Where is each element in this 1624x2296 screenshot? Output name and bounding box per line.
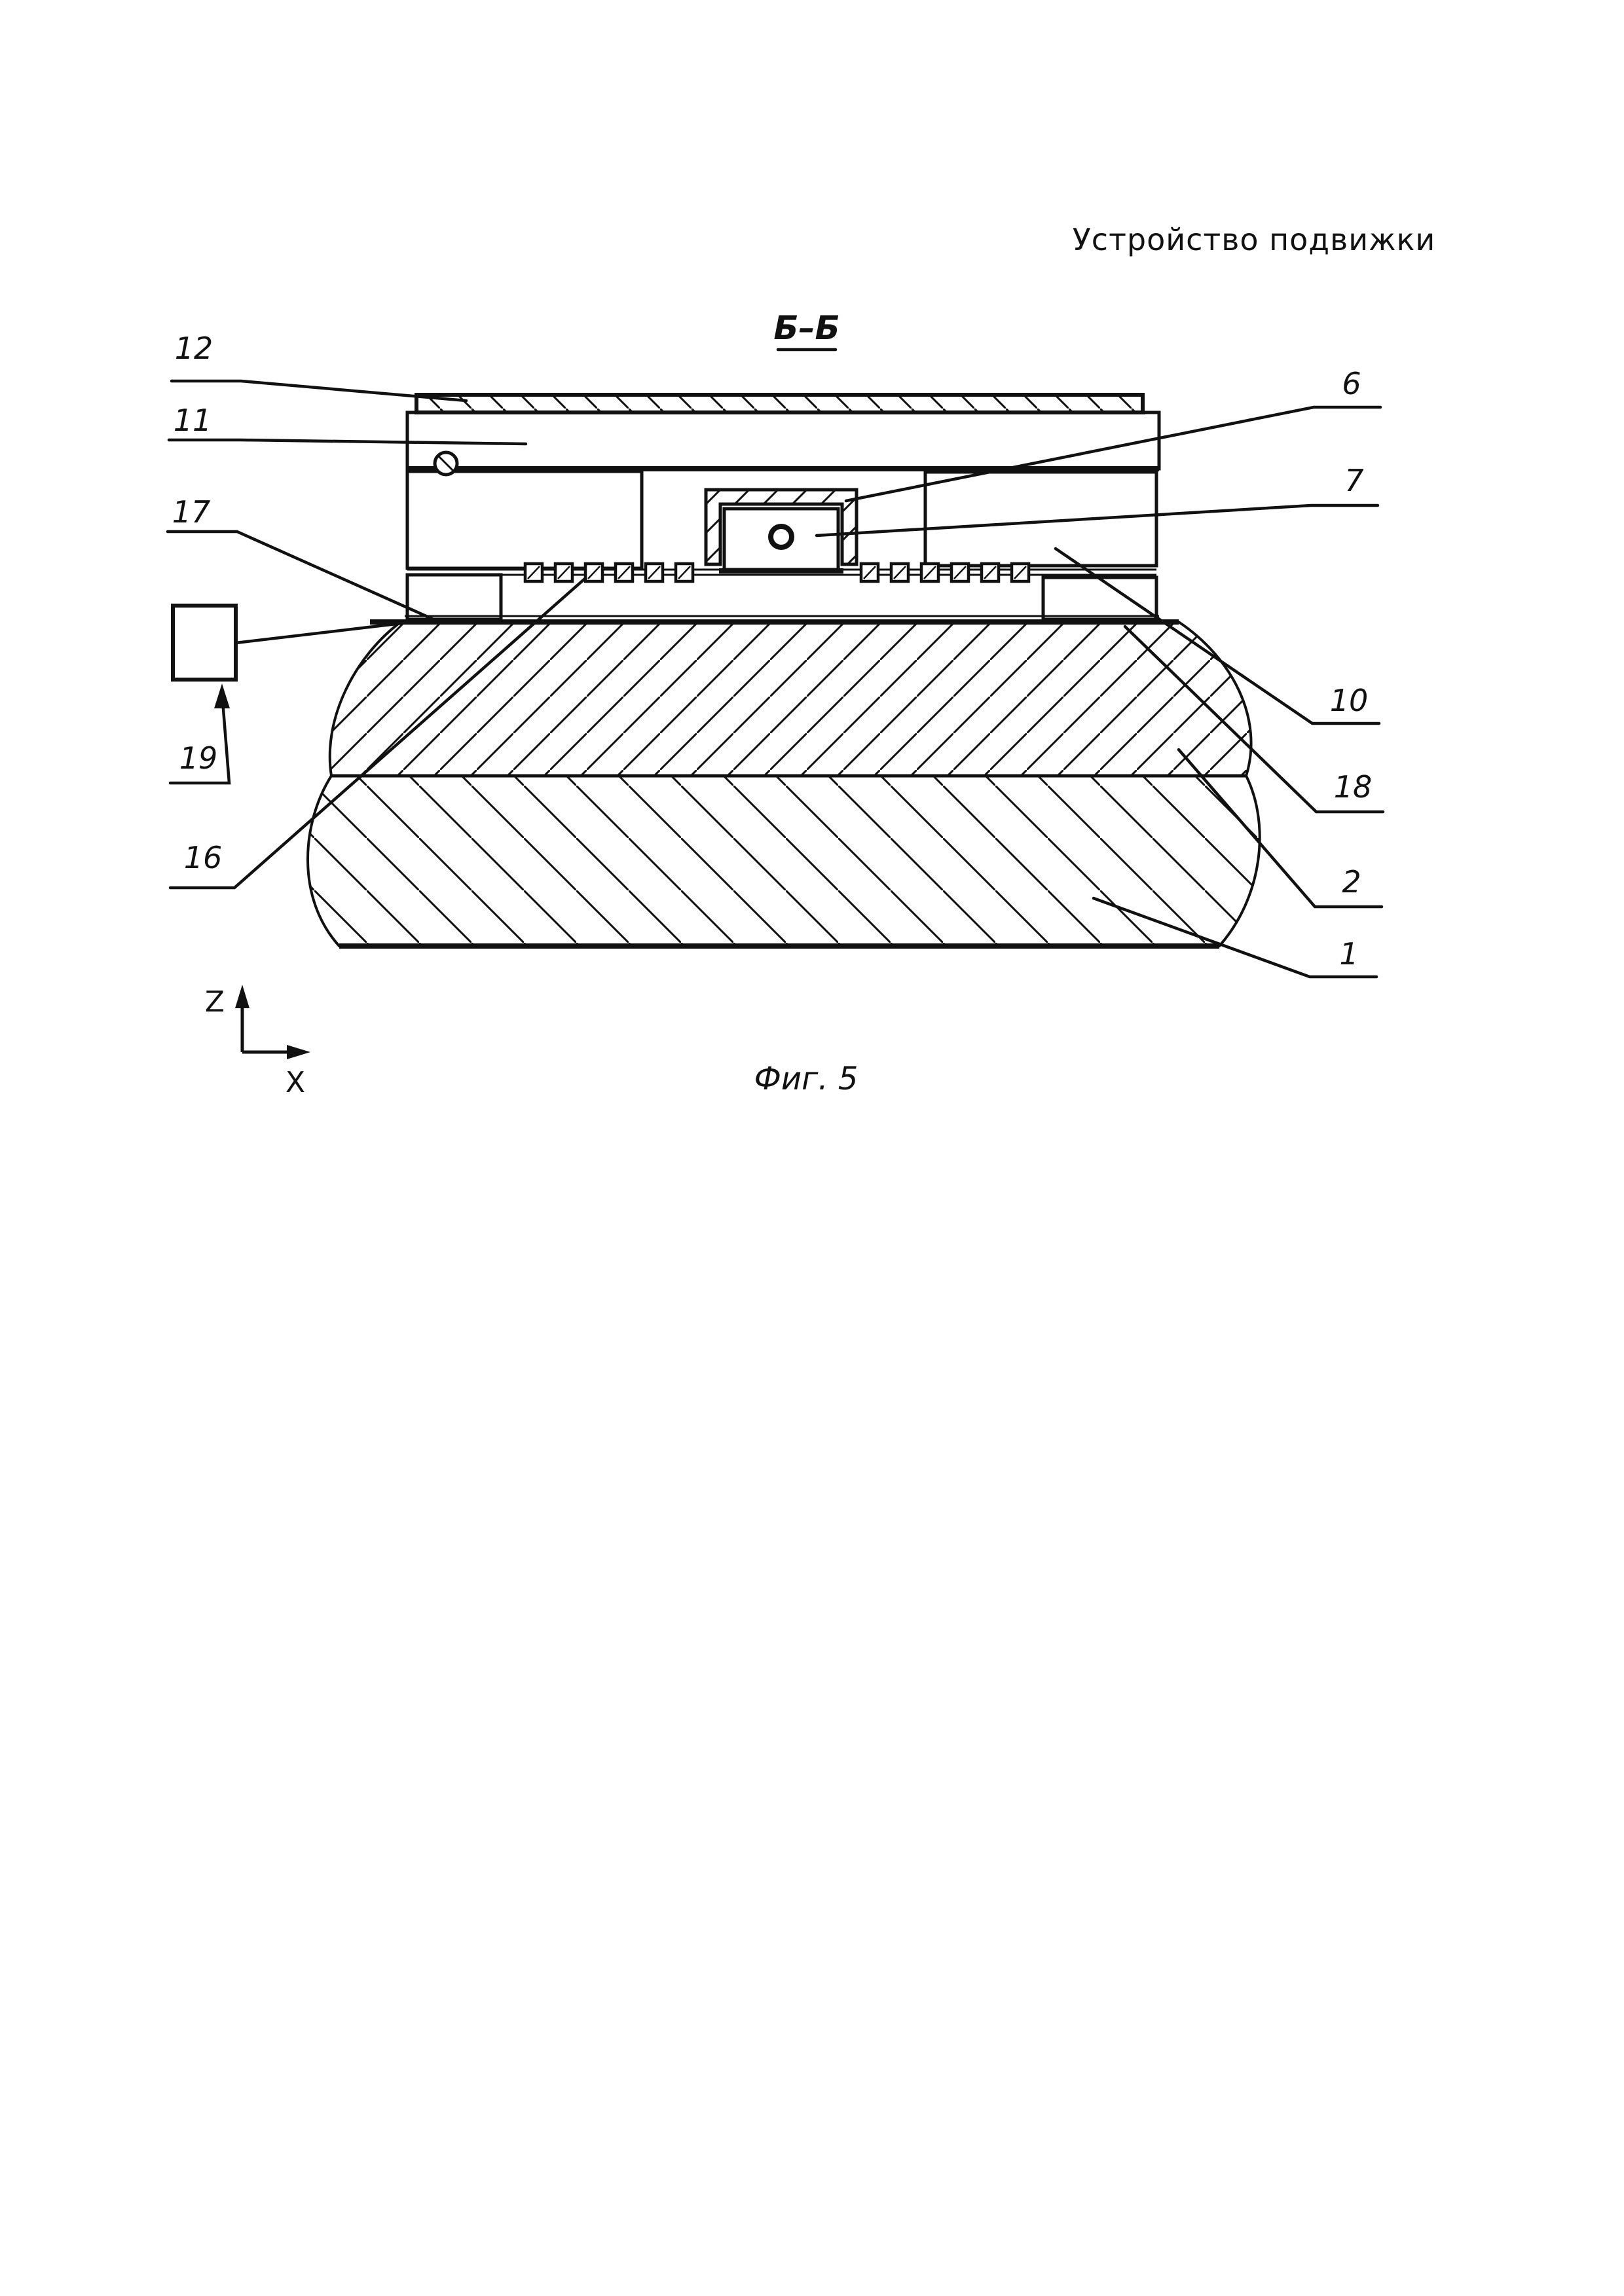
carriage-block-left [407,471,642,568]
callout-7 [817,463,1378,536]
strip-tooth [616,564,633,581]
strip-tooth [861,564,878,581]
mover-block-7 [724,509,838,570]
strip-tooth [676,564,693,581]
strip-tooth [1012,564,1029,581]
callout-17 [168,494,434,619]
callout-6-label: 6 [1342,366,1361,401]
strip-tooth [525,564,542,581]
strip-tooth [921,564,938,581]
strip-tooth [555,564,572,581]
callout-10-label: 10 [1329,683,1369,718]
callout-12-label: 12 [174,331,213,366]
sensor-box-19 [173,606,236,680]
section-label [773,309,840,350]
strip-tooth [646,564,663,581]
callout-7-label: 7 [1344,463,1364,498]
section-label-text: Б–Б [773,309,840,347]
strip-tooth [951,564,969,581]
callout-11-label: 11 [173,403,212,438]
substrate-layer-2 [330,622,1251,776]
callout-19 [170,683,230,783]
coordinate-axes [205,985,310,1099]
figure-caption: Фиг. 5 [754,1061,858,1097]
strip-tooth [891,564,908,581]
strip-tooth [982,564,999,581]
axis-x-label: X [285,1066,306,1099]
callout-16-label: 16 [183,840,223,875]
pillar-right-10 [925,472,1156,566]
foot-right [1043,577,1156,619]
callout-1-label: 1 [1339,936,1359,972]
page-title: Устройство подвижки [1072,222,1436,257]
top-plate-12 [416,395,1143,412]
callout-17-label: 17 [172,494,211,530]
callout-18-label: 18 [1333,769,1373,805]
axis-z-label: Z [204,985,225,1019]
callout-12 [172,331,466,401]
mover-hole [771,526,792,547]
strip-tooth [585,564,602,581]
callout-2-label: 2 [1342,864,1361,900]
screw-cross-section [435,452,457,475]
callout-19-label: 19 [179,740,218,776]
base-layer-1 [308,776,1260,946]
